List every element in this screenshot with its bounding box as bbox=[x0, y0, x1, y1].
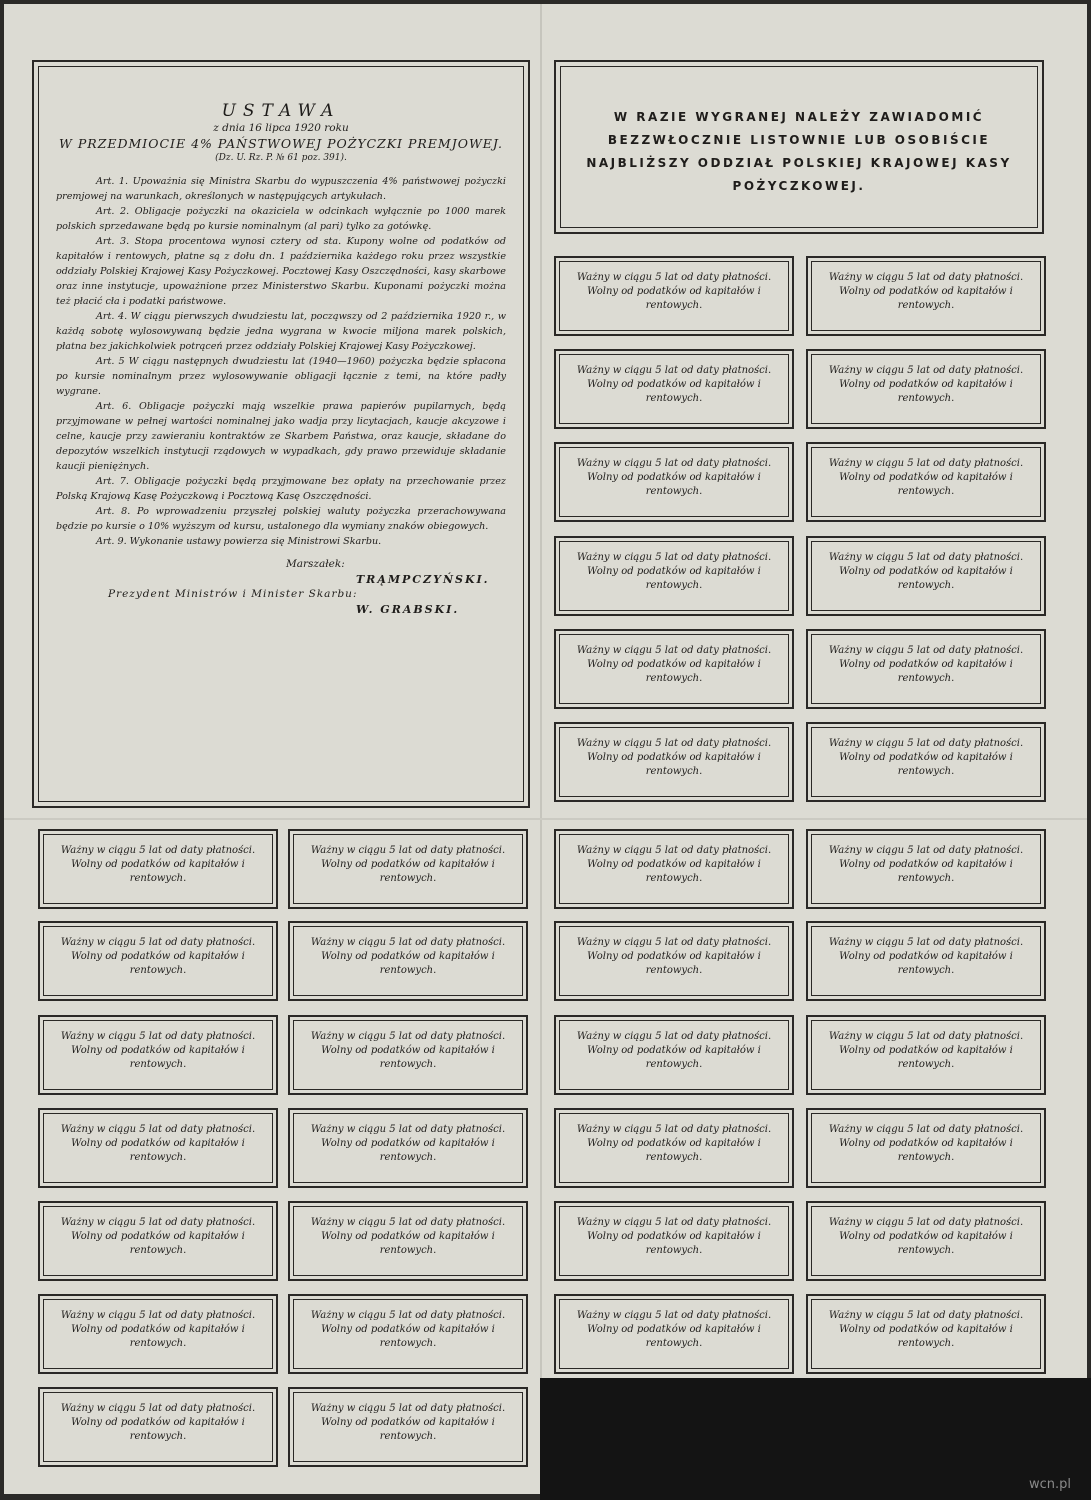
coupon-text bbox=[562, 737, 786, 779]
coupon-line-2: Wolny od podatków od kapitałów i rentowych. bbox=[321, 1324, 495, 1349]
coupon-text bbox=[814, 1309, 1038, 1351]
coupon-line-1: Ważny w ciągu 5 lat od daty płatności. bbox=[310, 845, 506, 856]
coupon-text bbox=[46, 1216, 270, 1258]
coupon-line-1: Ważny w ciągu 5 lat od daty płatności. bbox=[60, 1310, 256, 1321]
coupon-line-1: Ważny w ciągu 5 lat od daty płatności. bbox=[576, 272, 772, 283]
coupon-line-2: Wolny od podatków od kapitałów i rentowych. bbox=[321, 859, 495, 884]
coupon bbox=[288, 1108, 528, 1188]
coupon-line-2: Wolny od podatków od kapitałów i rentowych. bbox=[839, 379, 1013, 404]
coupon-text bbox=[296, 1216, 520, 1258]
torn-corner bbox=[540, 1378, 1091, 1500]
coupon-line-1: Ważny w ciągu 5 lat od daty płatności. bbox=[576, 1217, 772, 1228]
coupon-line-2: Wolny od podatków od kapitałów i rentowych. bbox=[839, 1138, 1013, 1163]
coupon-line-1: Ważny w ciągu 5 lat od daty płatności. bbox=[828, 552, 1024, 563]
coupon bbox=[806, 349, 1046, 429]
coupon-line-1: Ważny w ciągu 5 lat od daty płatności. bbox=[576, 1124, 772, 1135]
coupon bbox=[38, 1294, 278, 1374]
coupon-line-2: Wolny od podatków od kapitałów i rentowych. bbox=[321, 1417, 495, 1442]
article-1: Art. 1. Upoważnia się Ministra Skarbu do wypuszczenia 4% państwowej pożyczki premjowej na warunkach, określonych w następujących artykułach. bbox=[56, 176, 506, 202]
coupon bbox=[288, 1201, 528, 1281]
coupon bbox=[288, 829, 528, 909]
coupon bbox=[806, 829, 1046, 909]
coupon-line-2: Wolny od podatków od kapitałów i rentowych. bbox=[71, 951, 245, 976]
coupon-line-1: Ważny w ciągu 5 lat od daty płatności. bbox=[60, 1403, 256, 1414]
coupon-text bbox=[46, 1123, 270, 1165]
fold-line-vertical bbox=[540, 4, 542, 1494]
law-title: USTAWA bbox=[221, 101, 341, 121]
law-date: z dnia 16 lipca 1920 roku bbox=[213, 122, 349, 134]
coupon-text bbox=[562, 364, 786, 406]
coupon-text bbox=[296, 1309, 520, 1351]
article-4: Art. 4. W ciągu pierwszych dwudziestu lat, począwszy od 2 października 1920 r., w każdą sobotę wylosowywaną będzie jedna wygrana w kwocie miljona marek polskich, płatna bez jakichkolwiek potrąceń przez oddziały Polskiej Krajowej Kasy Pożyczkowej. bbox=[56, 311, 506, 352]
coupon-text bbox=[562, 936, 786, 978]
coupon-line-2: Wolny od podatków od kapitałów i rentowych. bbox=[321, 1138, 495, 1163]
coupon-line-2: Wolny od podatków od kapitałów i rentowych. bbox=[587, 472, 761, 497]
coupon bbox=[806, 256, 1046, 336]
coupon-line-1: Ważny w ciągu 5 lat od daty płatności. bbox=[576, 552, 772, 563]
president-name: W. GRABSKI. bbox=[356, 603, 460, 616]
coupon-line-1: Ważny w ciągu 5 lat od daty płatności. bbox=[576, 645, 772, 656]
coupon-line-2: Wolny od podatków od kapitałów i rentowych. bbox=[839, 472, 1013, 497]
coupon-line-1: Ważny w ciągu 5 lat od daty płatności. bbox=[828, 645, 1024, 656]
coupon-line-1: Ważny w ciągu 5 lat od daty płatności. bbox=[310, 1124, 506, 1135]
coupon-line-2: Wolny od podatków od kapitałów i rentowych. bbox=[839, 286, 1013, 311]
coupon-text bbox=[46, 1309, 270, 1351]
coupon-text bbox=[562, 1216, 786, 1258]
article-9: Art. 9. Wykonanie ustawy powierza się Ministrowi Skarbu. bbox=[96, 536, 382, 547]
coupon-line-1: Ważny w ciągu 5 lat od daty płatności. bbox=[828, 845, 1024, 856]
article-8: Art. 8. Po wprowadzeniu przyszłej polskiej waluty pożyczka przerachowywana będzie po kursie o 10% wyższym od kursu, ustalonego dla wymiany znaków obiegowych. bbox=[56, 506, 506, 532]
coupon-line-1: Ważny w ciągu 5 lat od daty płatności. bbox=[310, 937, 506, 948]
coupon-line-1: Ważny w ciągu 5 lat od daty płatności. bbox=[828, 937, 1024, 948]
coupon-line-2: Wolny od podatków od kapitałów i rentowych. bbox=[71, 1324, 245, 1349]
coupon-text bbox=[814, 844, 1038, 886]
law-reference: (Dz. U. Rz. P. № 61 poz. 391). bbox=[215, 153, 347, 163]
coupon-text bbox=[814, 364, 1038, 406]
coupon-line-1: Ważny w ciągu 5 lat od daty płatności. bbox=[828, 458, 1024, 469]
coupon-line-2: Wolny od podatków od kapitałów i rentowych. bbox=[587, 1324, 761, 1349]
coupon bbox=[806, 1015, 1046, 1095]
coupon bbox=[38, 1108, 278, 1188]
coupon bbox=[38, 1015, 278, 1095]
coupon bbox=[554, 442, 794, 522]
coupon-line-1: Ważny w ciągu 5 lat od daty płatności. bbox=[60, 1217, 256, 1228]
article-7: Art. 7. Obligacje pożyczki będą przyjmowane bez opłaty na przechowanie przez Polską Krajową Kasę Pożyczkową i Pocztową Kasę Oszczędności. bbox=[56, 476, 506, 502]
coupon-line-1: Ważny w ciągu 5 lat od daty płatności. bbox=[60, 937, 256, 948]
coupon-line-2: Wolny od podatków od kapitałów i rentowych. bbox=[587, 951, 761, 976]
coupon-text bbox=[814, 1123, 1038, 1165]
coupon bbox=[554, 1294, 794, 1374]
coupon bbox=[288, 1015, 528, 1095]
coupon-text bbox=[814, 737, 1038, 779]
coupon-text bbox=[562, 457, 786, 499]
coupon bbox=[38, 921, 278, 1001]
coupon-line-2: Wolny od podatków od kapitałów i rentowych. bbox=[587, 566, 761, 591]
coupon bbox=[288, 921, 528, 1001]
coupon-line-1: Ważny w ciągu 5 lat od daty płatności. bbox=[828, 1124, 1024, 1135]
coupon-line-2: Wolny od podatków od kapitałów i rentowych. bbox=[587, 659, 761, 684]
coupon-text bbox=[562, 844, 786, 886]
coupon bbox=[38, 1201, 278, 1281]
coupon-text bbox=[562, 1309, 786, 1351]
coupon-line-2: Wolny od podatków od kapitałów i rentowych. bbox=[839, 1231, 1013, 1256]
coupon-text bbox=[296, 936, 520, 978]
coupon-text bbox=[562, 551, 786, 593]
coupon-line-1: Ważny w ciągu 5 lat od daty płatności. bbox=[828, 272, 1024, 283]
coupon bbox=[806, 1108, 1046, 1188]
coupon-line-1: Ważny w ciągu 5 lat od daty płatności. bbox=[60, 1124, 256, 1135]
coupon bbox=[554, 629, 794, 709]
coupon bbox=[554, 921, 794, 1001]
coupon bbox=[38, 1387, 278, 1467]
coupon-line-2: Wolny od podatków od kapitałów i rentowych. bbox=[587, 286, 761, 311]
coupon-line-2: Wolny od podatków od kapitałów i rentowych. bbox=[839, 1045, 1013, 1070]
coupon-line-1: Ważny w ciągu 5 lat od daty płatności. bbox=[828, 738, 1024, 749]
coupon bbox=[554, 256, 794, 336]
coupon-line-1: Ważny w ciągu 5 lat od daty płatności. bbox=[310, 1217, 506, 1228]
coupon bbox=[806, 1294, 1046, 1374]
coupon-line-1: Ważny w ciągu 5 lat od daty płatności. bbox=[60, 845, 256, 856]
article-5: Art. 5 W ciągu następnych dwudziestu lat (1940—1960) pożyczka będzie spłacona po kursie nominalnym przez wylosowywanie obligacji łącznie z temi, na które padły wygrane. bbox=[56, 356, 506, 397]
coupon-text bbox=[814, 1216, 1038, 1258]
coupon-line-1: Ważny w ciągu 5 lat od daty płatności. bbox=[576, 458, 772, 469]
coupon-line-2: Wolny od podatków od kapitałów i rentowych. bbox=[587, 859, 761, 884]
coupon-text bbox=[814, 936, 1038, 978]
coupon-line-2: Wolny od podatków od kapitałów i rentowych. bbox=[839, 1324, 1013, 1349]
coupon-text bbox=[296, 844, 520, 886]
coupon-line-2: Wolny od podatków od kapitałów i rentowych. bbox=[587, 752, 761, 777]
coupon-line-1: Ważny w ciągu 5 lat od daty płatności. bbox=[576, 845, 772, 856]
signatures bbox=[56, 557, 506, 617]
coupon bbox=[806, 629, 1046, 709]
coupon-line-2: Wolny od podatków od kapitałów i rentowych. bbox=[321, 1231, 495, 1256]
coupon-text bbox=[46, 1030, 270, 1072]
coupon bbox=[554, 722, 794, 802]
coupon bbox=[806, 1201, 1046, 1281]
coupon-text bbox=[814, 271, 1038, 313]
coupon bbox=[806, 921, 1046, 1001]
coupon-text bbox=[562, 1123, 786, 1165]
coupon-line-1: Ważny w ciągu 5 lat od daty płatności. bbox=[310, 1031, 506, 1042]
article-2: Art. 2. Obligacje pożyczki na okaziciela w odcinkach wyłącznie po 1000 marek polskich sprzedawane będą po kursie nominalnym (al pari) tylko za gotówkę. bbox=[56, 206, 506, 232]
coupon-text bbox=[814, 457, 1038, 499]
coupon-line-2: Wolny od podatków od kapitałów i rentowych. bbox=[321, 951, 495, 976]
coupon bbox=[554, 349, 794, 429]
article-6: Art. 6. Obligacje pożyczki mają wszelkie prawa papierów pupilarnych, będą przyjmowane w pełnej wartości nominalnej jako wadja przy licytacjach, kaucje akcyzowe i celne, kaucje przy zawieraniu kontraktów ze Skarbem Państwa, oraz kaucje, składane do depozytów wszelkich instytucji rządowych w wypadkach, gdy prawo przewiduje składanie kaucji pieniężnych. bbox=[56, 401, 506, 472]
coupon-line-1: Ważny w ciągu 5 lat od daty płatności. bbox=[576, 365, 772, 376]
coupon-line-2: Wolny od podatków od kapitałów i rentowych. bbox=[71, 1417, 245, 1442]
coupon-line-2: Wolny od podatków od kapitałów i rentowych. bbox=[321, 1045, 495, 1070]
coupon-line-2: Wolny od podatków od kapitałów i rentowych. bbox=[587, 379, 761, 404]
watermark: wcn.pl bbox=[1028, 1477, 1071, 1492]
coupon-line-2: Wolny od podatków od kapitałów i rentowych. bbox=[71, 1045, 245, 1070]
coupon bbox=[806, 536, 1046, 616]
winning-notice-text: W RAZIE WYGRANEJ NALEŻY ZAWIADOMIĆ BEZZWŁOCZNIE LISTOWNIE LUB OSOBIŚCIE NAJBLIŻSZY ODDZIAŁ POLSKIEJ KRAJOWEJ KASY POŻYCZKOWEJ. bbox=[586, 110, 1012, 193]
coupon-line-2: Wolny od podatków od kapitałów i rentowych. bbox=[587, 1045, 761, 1070]
coupon-text bbox=[562, 644, 786, 686]
coupon bbox=[806, 722, 1046, 802]
coupon-text bbox=[296, 1402, 520, 1444]
president-label: Prezydent Ministrów i Minister Skarbu: bbox=[108, 588, 358, 600]
coupon-line-1: Ważny w ciągu 5 lat od daty płatności. bbox=[310, 1310, 506, 1321]
marshal-name: TRĄMPCZYŃSKI. bbox=[356, 573, 490, 586]
coupon bbox=[38, 829, 278, 909]
law-subject: W PRZEDMIOCIE 4% PAŃSTWOWEJ POŻYCZKI PREMJOWEJ. bbox=[59, 136, 503, 151]
coupon-line-1: Ważny w ciągu 5 lat od daty płatności. bbox=[576, 738, 772, 749]
coupon bbox=[554, 536, 794, 616]
coupon-line-2: Wolny od podatków od kapitałów i rentowych. bbox=[839, 951, 1013, 976]
coupon bbox=[554, 1201, 794, 1281]
coupon bbox=[554, 1108, 794, 1188]
coupon-line-2: Wolny od podatków od kapitałów i rentowych. bbox=[587, 1138, 761, 1163]
coupon-text bbox=[296, 1030, 520, 1072]
coupon-line-2: Wolny od podatków od kapitałów i rentowych. bbox=[839, 659, 1013, 684]
coupon-line-2: Wolny od podatków od kapitałów i rentowych. bbox=[71, 1138, 245, 1163]
coupon-line-1: Ważny w ciągu 5 lat od daty płatności. bbox=[828, 1031, 1024, 1042]
coupon-line-1: Ważny w ciągu 5 lat od daty płatności. bbox=[828, 1310, 1024, 1321]
coupon-line-1: Ważny w ciągu 5 lat od daty płatności. bbox=[828, 365, 1024, 376]
coupon-text bbox=[46, 1402, 270, 1444]
coupon-text bbox=[814, 644, 1038, 686]
coupon bbox=[554, 829, 794, 909]
coupon-text bbox=[562, 1030, 786, 1072]
coupon-line-2: Wolny od podatków od kapitałów i rentowych. bbox=[71, 1231, 245, 1256]
coupon-line-2: Wolny od podatków od kapitałów i rentowych. bbox=[587, 1231, 761, 1256]
coupon-line-2: Wolny od podatków od kapitałów i rentowych. bbox=[839, 566, 1013, 591]
coupon-line-1: Ważny w ciągu 5 lat od daty płatności. bbox=[576, 1310, 772, 1321]
article-3: Art. 3. Stopa procentowa wynosi cztery od sta. Kupony wolne od podatków od kapitałów i rentowych, płatne są z dołu dn. 1 października każdego roku przez wszystkie oddziały Polskiej Krajowej Kasy Pożyczkowej. Pocztowej Kasy Oszczędności, kasy skarbowe oraz inne instytucje, upoważnione przez Ministerstwo Skarbu. Kuponami pożyczki można też płacić cła i podatki państwowe. bbox=[56, 236, 506, 307]
coupon bbox=[288, 1294, 528, 1374]
coupon-line-1: Ważny w ciągu 5 lat od daty płatności. bbox=[576, 1031, 772, 1042]
winning-notice-panel bbox=[554, 60, 1044, 234]
coupon bbox=[806, 442, 1046, 522]
coupon-line-1: Ważny w ciągu 5 lat od daty płatności. bbox=[576, 937, 772, 948]
coupon-text bbox=[46, 844, 270, 886]
coupon bbox=[288, 1387, 528, 1467]
coupon-line-1: Ważny w ciągu 5 lat od daty płatności. bbox=[60, 1031, 256, 1042]
coupon-text bbox=[814, 551, 1038, 593]
law-text-panel bbox=[32, 60, 530, 808]
marshal-label: Marszałek: bbox=[286, 558, 345, 570]
coupon-text bbox=[562, 271, 786, 313]
coupon bbox=[554, 1015, 794, 1095]
fold-line-horizontal bbox=[4, 818, 1087, 820]
coupon-line-2: Wolny od podatków od kapitałów i rentowych. bbox=[71, 859, 245, 884]
coupon-line-2: Wolny od podatków od kapitałów i rentowych. bbox=[839, 752, 1013, 777]
coupon-line-1: Ważny w ciągu 5 lat od daty płatności. bbox=[828, 1217, 1024, 1228]
coupon-line-2: Wolny od podatków od kapitałów i rentowych. bbox=[839, 859, 1013, 884]
coupon-text bbox=[814, 1030, 1038, 1072]
coupon-line-1: Ważny w ciągu 5 lat od daty płatności. bbox=[310, 1403, 506, 1414]
coupon-text bbox=[46, 936, 270, 978]
coupon-text bbox=[296, 1123, 520, 1165]
